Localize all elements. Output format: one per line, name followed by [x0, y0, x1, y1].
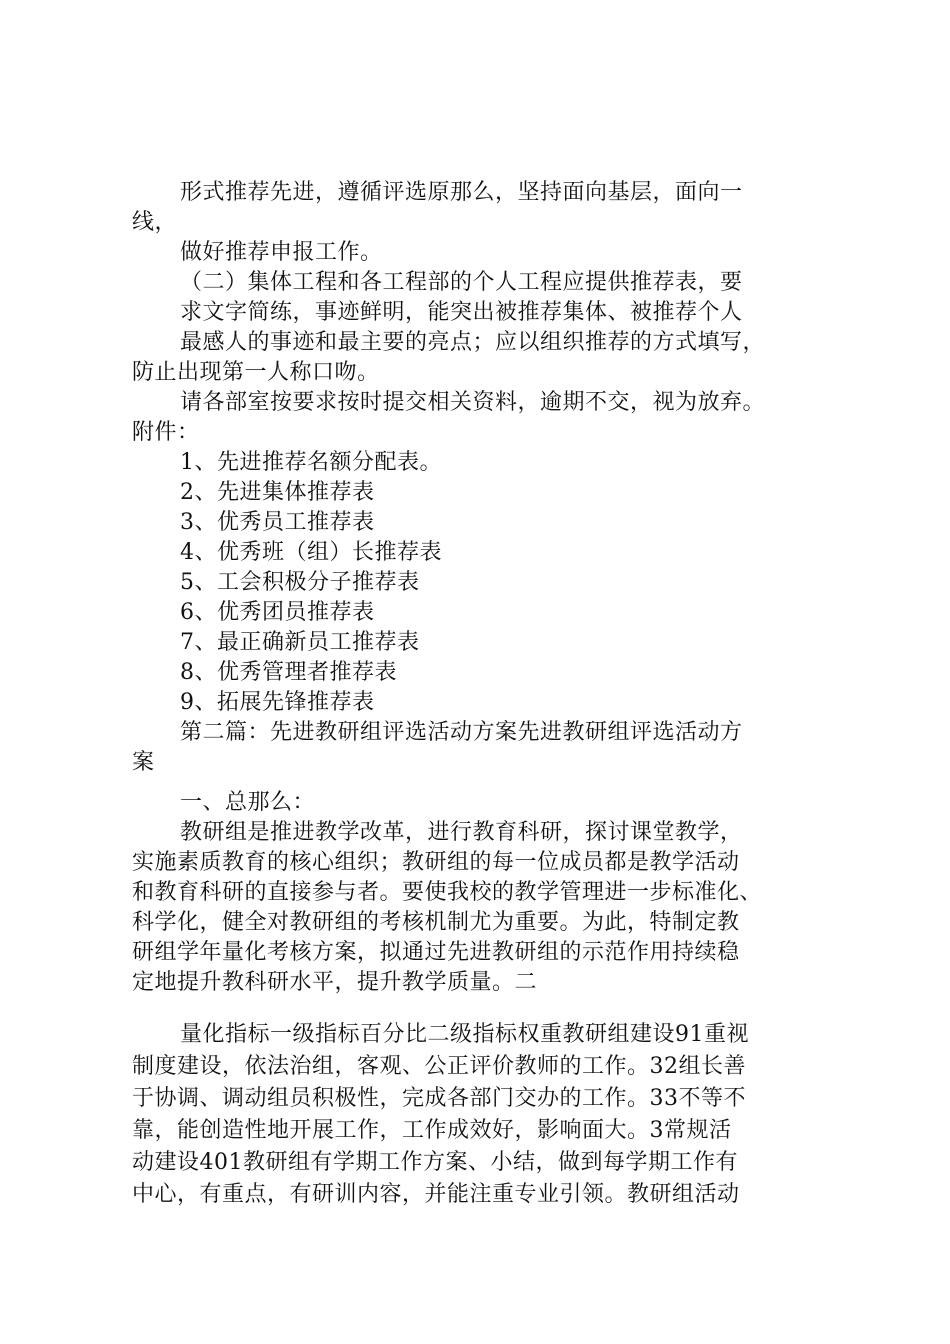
text-line: 防止出现第一人称口吻。: [132, 360, 380, 385]
text-line: （二）集体工程和各工程部的个人工程应提供推荐表，要: [180, 270, 743, 295]
attachment-item: 3、优秀员工推荐表: [180, 510, 375, 535]
text-line: 科学化，健全对教研组的考核机制尤为重要。为此，特制定教: [132, 910, 740, 935]
text-line: 做好推荐申报工作。: [180, 240, 383, 265]
text-line: 实施素质教育的核心组织；教研组的每一位成员都是教学活动: [132, 850, 740, 875]
text-line: 制度建设，依法治组，客观、公正评价教师的工作。32组长善: [132, 1054, 746, 1079]
text-line: 和教育科研的直接参与者。要使我校的教学管理进一步标准化、: [132, 880, 763, 905]
text-line: 研组学年量化考核方案，拟通过先进教研组的示范作用持续稳: [132, 940, 740, 965]
section-title: 第二篇：先进教研组评选活动方案先进教研组评选活动方: [180, 720, 743, 745]
attachment-item: 4、优秀班（组）长推荐表: [180, 540, 442, 565]
text-line: 形式推荐先进，遵循评选原那么，坚持面向基层，面向一: [180, 180, 743, 205]
subsection-heading: 一、总那么：: [180, 790, 316, 815]
attachment-item: 1、先进推荐名额分配表。: [180, 450, 442, 475]
text-line: 教研组是推进教学改革，进行教育科研，探讨课堂教学，: [180, 820, 743, 845]
text-line: 附件：: [132, 420, 200, 445]
text-line: 求文字简练，事迹鲜明，能突出被推荐集体、被推荐个人: [180, 300, 743, 325]
text-line: 最感人的事迹和最主要的亮点；应以组织推荐的方式填写，: [180, 330, 766, 355]
text-line: 量化指标一级指标百分比二级指标权重教研组建设91重视: [180, 1022, 749, 1047]
attachment-item: 2、先进集体推荐表: [180, 480, 375, 505]
attachment-item: 7、最正确新员工推荐表: [180, 630, 420, 655]
text-line: 线，: [132, 210, 178, 235]
attachment-item: 9、拓展先锋推荐表: [180, 690, 375, 715]
text-line: 动建设401教研组有学期工作方案、小结，做到每学期工作有: [132, 1150, 738, 1175]
text-line: 定地提升教科研水平，提升教学质量。二: [132, 970, 538, 995]
attachment-item: 5、工会积极分子推荐表: [180, 570, 420, 595]
text-line: 请各部室按要求按时提交相关资料，逾期不交，视为放弃。: [180, 390, 766, 415]
attachment-item: 6、优秀团员推荐表: [180, 600, 375, 625]
attachment-item: 8、优秀管理者推荐表: [180, 660, 397, 685]
section-title: 案: [132, 750, 155, 775]
text-line: 靠，能创造性地开展工作，工作成效好，影响面大。3常规活: [132, 1118, 732, 1143]
text-line: 中心，有重点，有研训内容，并能注重专业引领。教研组活动: [132, 1182, 740, 1207]
text-line: 于协调、调动组员积极性，完成各部门交办的工作。33不等不: [132, 1086, 746, 1111]
